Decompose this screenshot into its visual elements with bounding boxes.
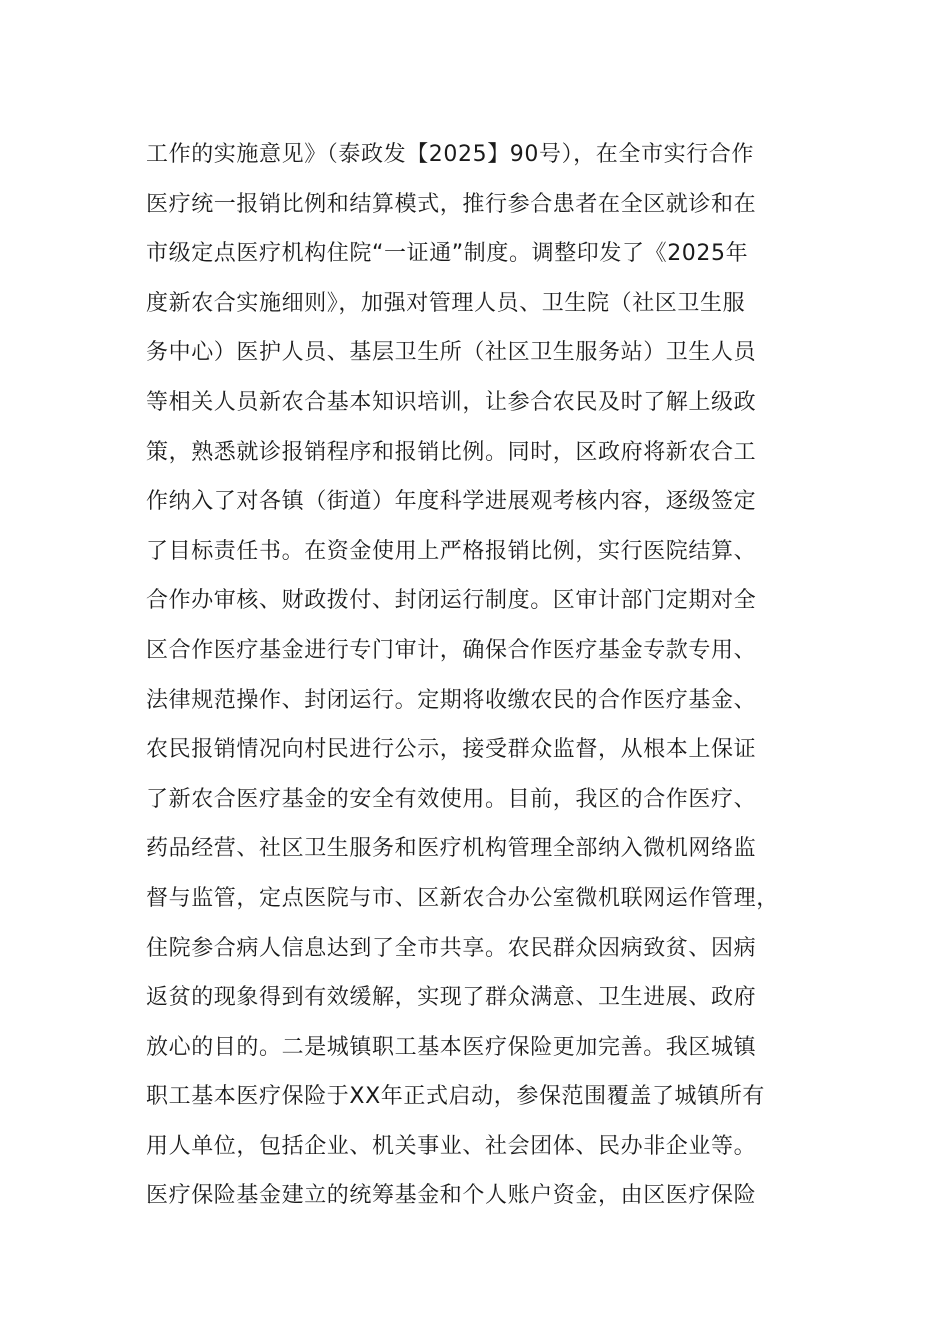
text-line: 督与监管，定点医院与市、区新农合办公室微机联网运作管理， — [146, 885, 779, 911]
text-line: 合作办审核、财政拨付、封闭运行制度。区审计部门定期对全 — [146, 588, 757, 614]
text-line: 医疗统一报销比例和结算模式，推行参合患者在全区就诊和在 — [146, 191, 757, 217]
text-line: 法律规范操作、封闭运行。定期将收缴农民的合作医疗基金、 — [146, 687, 757, 713]
text-line: 职工基本医疗保险于XX年正式启动，参保范围覆盖了城镇所有 — [146, 1084, 765, 1110]
text-line: 区合作医疗基金进行专门审计，确保合作医疗基金专款专用、 — [146, 637, 757, 663]
text-line: 工作的实施意见》（泰政发【2025】90号），在全市实行合作 — [146, 142, 754, 167]
body-text — [146, 130, 826, 1221]
text-line: 药品经营、社区卫生服务和医疗机构管理全部纳入微机网络监 — [146, 836, 757, 862]
text-line: 度新农合实施细则》，加强对管理人员、卫生院（社区卫生服 — [146, 290, 746, 316]
text-line: 医疗保险基金建立的统筹基金和个人账户资金，由区医疗保险 — [146, 1183, 757, 1209]
text-line: 返贫的现象得到有效缓解，实现了群众满意、卫生进展、政府 — [146, 985, 757, 1011]
text-line: 作纳入了对各镇（街道）年度科学进展观考核内容，逐级签定 — [146, 489, 757, 515]
text-line: 用人单位，包括企业、机关事业、社会团体、民办非企业等。 — [146, 1133, 757, 1159]
text-line: 务中心）医护人员、基层卫生所（社区卫生服务站）卫生人员 — [146, 340, 757, 366]
text-line: 了目标责任书。在资金使用上严格报销比例，实行医院结算、 — [146, 538, 757, 564]
text-line: 了新农合医疗基金的安全有效使用。目前，我区的合作医疗、 — [146, 786, 757, 812]
text-line: 放心的目的。二是城镇职工基本医疗保险更加完善。我区城镇 — [146, 1034, 757, 1060]
text-line: 市级定点医疗机构住院“一证通”制度。调整印发了《2025年 — [146, 241, 749, 267]
text-line: 等相关人员新农合基本知识培训，让参合农民及时了解上级政 — [146, 389, 757, 415]
text-line: 住院参合病人信息达到了全市共享。农民群众因病致贫、因病 — [146, 935, 757, 961]
text-line: 农民报销情况向村民进行公示，接受群众监督，从根本上保证 — [146, 737, 757, 763]
text-line: 策，熟悉就诊报销程序和报销比例。同时，区政府将新农合工 — [146, 439, 757, 465]
